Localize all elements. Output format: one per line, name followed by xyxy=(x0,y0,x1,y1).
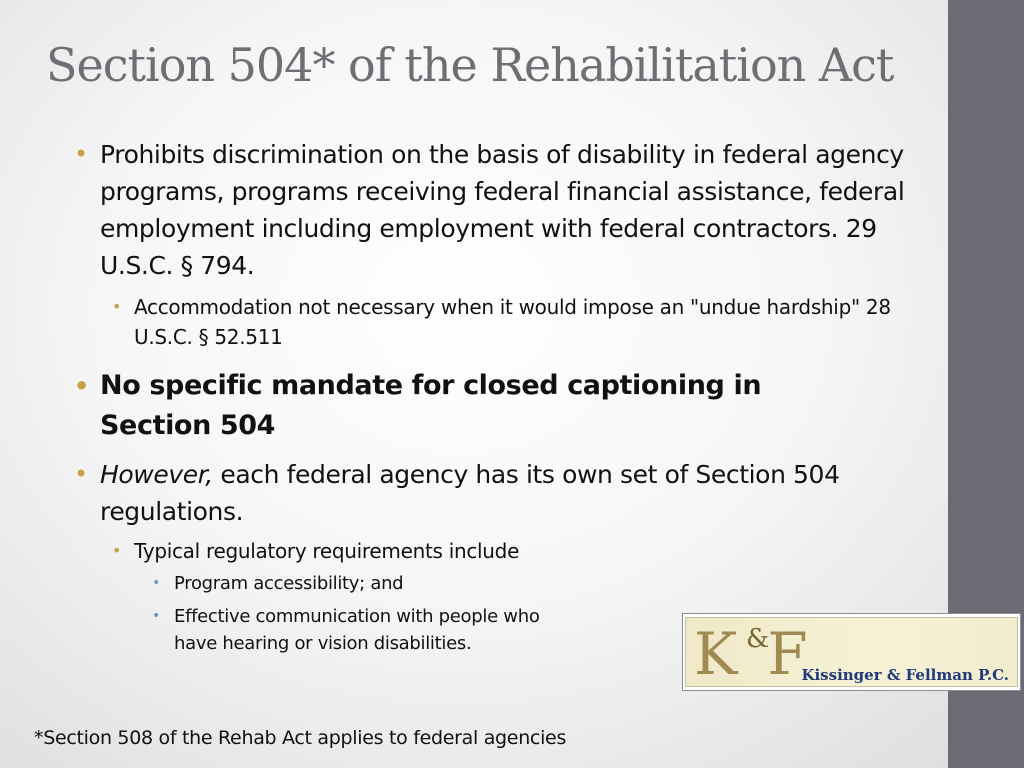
bullet-prohibits xyxy=(74,136,914,284)
bullet-icon: • xyxy=(112,297,122,316)
slide-title: Section 504* of the Rehabilitation Act xyxy=(46,38,894,92)
subbullet-text: Accommodation not necessary when it would impose an "undue hardship" 28 U.S.C. § 52.511 xyxy=(134,295,891,349)
kissinger-fellman-logo xyxy=(682,613,1021,691)
logo-ampersand: & xyxy=(746,624,770,654)
bullet-icon: • xyxy=(112,541,122,560)
logo-firm-name: Kissinger & Fellman P.C. xyxy=(801,666,1009,684)
subsubbullet-text: Program accessibility; and xyxy=(174,573,404,594)
bullet-text: each federal agency has its own set of Section 504 regulations. xyxy=(100,460,840,526)
bullet-text: Prohibits discrimination on the basis of disability in federal agency programs, programs receiving federal financial assistance, federal employment including employment with federal contractors. 29 U.S.C. § 794. xyxy=(100,140,905,280)
bullet-emphasis: However, xyxy=(100,460,213,489)
slide-content xyxy=(74,136,914,657)
bullet-no-mandate xyxy=(74,366,840,446)
bullet-however xyxy=(74,456,914,530)
bullet-text: No specific mandate for closed captioning in Section 504 xyxy=(100,370,762,441)
bullet-icon: • xyxy=(74,140,88,168)
subbullet-text: Typical regulatory requirements include xyxy=(134,539,520,563)
bullet-icon: • xyxy=(74,460,88,488)
logo-monogram: K F xyxy=(694,620,800,688)
subbullet-typical xyxy=(108,536,914,566)
footnote: *Section 508 of the Rehab Act applies to federal agencies xyxy=(34,727,567,749)
bullet-icon: • xyxy=(152,608,160,624)
logo-background xyxy=(685,617,1018,687)
bullet-icon: • xyxy=(152,575,160,591)
subsubbullet-program xyxy=(148,570,914,597)
subbullet-accommodation xyxy=(108,292,914,352)
subsubbullet-communication xyxy=(148,603,584,657)
subsubbullet-text: Effective communication with people who have hearing or vision disabilities. xyxy=(174,606,540,654)
bullet-icon: • xyxy=(74,372,89,400)
